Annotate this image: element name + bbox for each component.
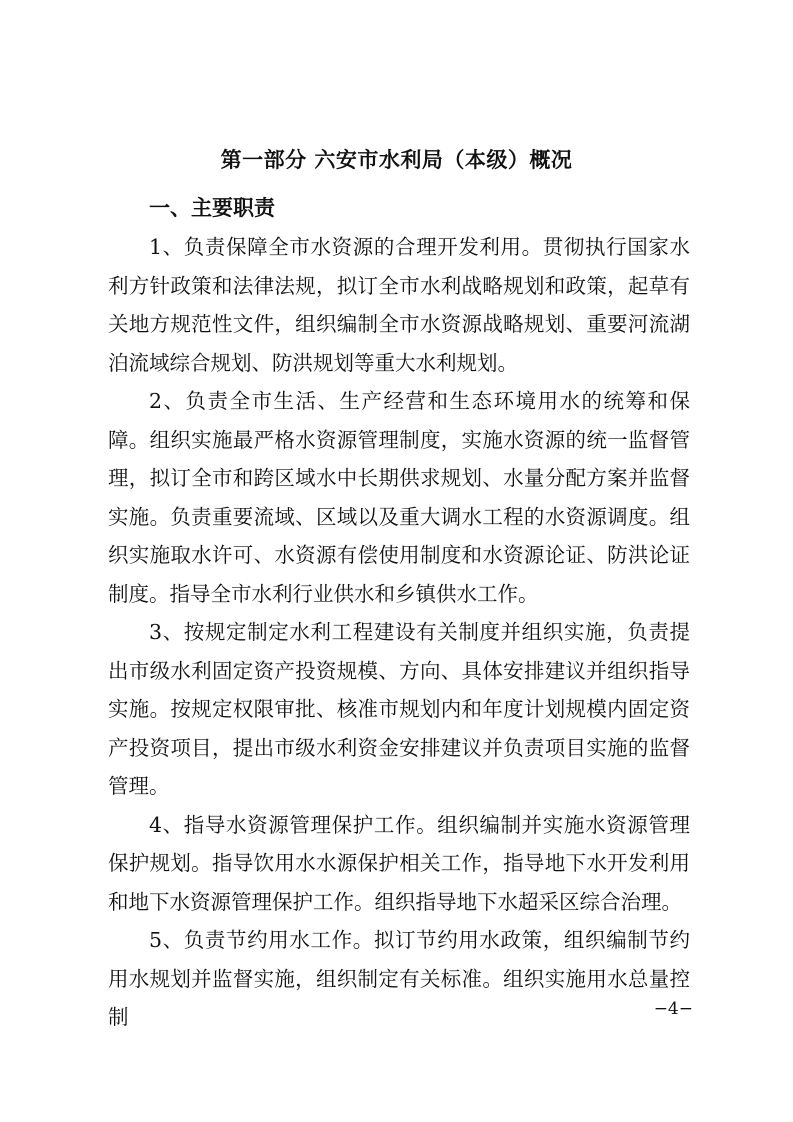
page-number: −4−: [653, 999, 693, 1019]
paragraph-3: 3、按规定制定水利工程建设有关制度并组织实施，负责提出市级水利固定资产投资规模、方向、具体安排建议并组织指导实施。按规定权限审批、核准市规划内和年度计划规模内固定资产投资项目，提出市级水利资金安排建议并负责项目实施的监督管理。: [108, 620, 690, 798]
paragraph-1: 1、负责保障全市水资源的合理开发利用。贯彻执行国家水利方针政策和法律法规，拟订全市水利战略规划和政策，起草有关地方规范性文件，组织编制全市水资源战略规划、重要河流湖泊流域综合规划、防洪规划等重大水利规划。: [108, 235, 690, 375]
section-heading: 一、主要职责: [149, 196, 275, 220]
body-text: [108, 228, 690, 1037]
paragraph-4: 4、指导水资源管理保护工作。组织编制并实施水资源管理保护规划。指导饮用水水源保护相关工作，指导地下水开发利用和地下水资源管理保护工作。组织指导地下水超采区综合治理。: [108, 812, 690, 914]
paragraph-2: 2、负责全市生活、生产经营和生态环境用水的统筹和保障。组织实施最严格水资源管理制度，实施水资源的统一监督管理，拟订全市和跨区域水中长期供求规划、水量分配方案并监督实施。负责重要流域、区域以及重大调水工程的水资源调度。组织实施取水许可、水资源有偿使用制度和水资源论证、防洪论证制度。指导全市水利行业供水和乡镇供水工作。: [108, 389, 690, 606]
page-title: 第一部分 六安市水利局（本级）概况: [220, 148, 573, 172]
paragraph-5: 5、负责节约用水工作。拟订节约用水政策，组织编制节约用水规划并监督实施，组织制定有关标准。组织实施用水总量控制: [108, 928, 690, 1029]
